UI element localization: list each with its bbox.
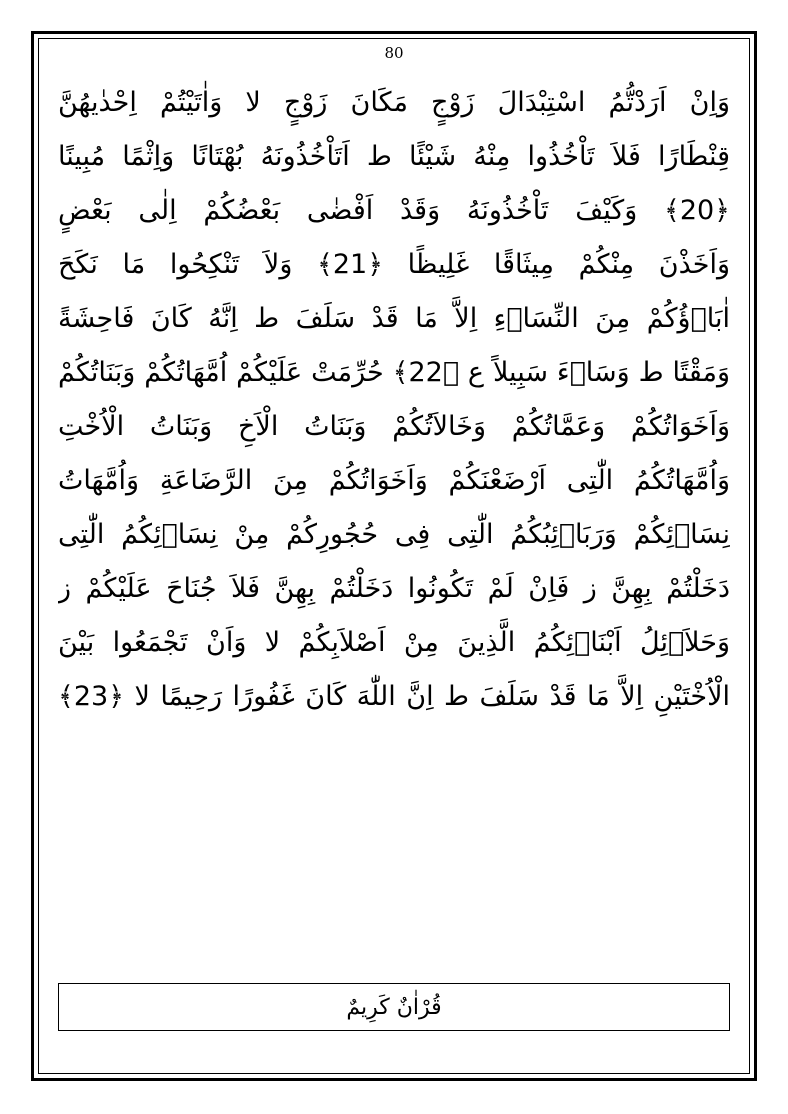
verse-line: نِسَاۤئِكُمْ وَرَبَاۤئِبُكُمُ الّٰتِى فِى حُجُورِكُمْ مِنْ نِسَاۤئِكُمُ الّٰتِى [58, 519, 730, 550]
footer-title: قُرْاٰنٌ كَرِيمٌ [346, 994, 442, 1020]
verse-line: وَاِنْ اَرَدْتُّمُ اسْتِبْدَالَ زَوْجٍ مَكَانَ زَوْجٍ لا وَاٰتَيْتُمْ اِحْدٰيهُنَّ [58, 87, 730, 118]
verse-line: الْاُخْتَيْنِ اِلاَّ مَا قَدْ سَلَفَ ط اِنَّ اللّٰهَ كَانَ غَفُورًا رَحِيمًا لا ﴿23﴾ [58, 681, 730, 712]
verse-line: وَمَقْتًا ط وَسَاۤءَ سَبِيلاً ع ﴿22﴾ حُرِّمَتْ عَلَيْكُمْ اُمَّهَاتُكُمْ وَبَنَاتُكُمْ [58, 357, 730, 388]
footer-title-box [58, 983, 730, 1031]
verse-line: وَحَلاَۤئِلُ اَبْنَاۤئِكُمُ الَّذِينَ مِنْ اَصْلاَبِكُمْ لا وَاَنْ تَجْمَعُوا بَيْنَ [58, 627, 730, 658]
verse-line: وَاَخَذْنَ مِنْكُمْ مِيثَاقًا غَلِيظًا ﴿21﴾ وَلاَ تَنْكِحُوا مَا نَكَحَ [58, 249, 730, 280]
verse-line: دَخَلْتُمْ بِهِنَّ ز فَاِنْ لَمْ تَكُونُوا دَخَلْتُمْ بِهِنَّ فَلاَ جُنَاحَ عَلَيْكُمْ ز [58, 573, 730, 604]
verse-line: وَاُمَّهَاتُكُمُ الّٰتِى اَرْضَعْنَكُمْ وَاَخَوَاتُكُمْ مِنَ الرَّضَاعَةِ وَاُمَّهَاتُ [58, 465, 730, 496]
verse-line: اٰبَاۤؤُكُمْ مِنَ النِّسَاۤءِ اِلاَّ مَا قَدْ سَلَفَ ط اِنَّهُ كَانَ فَاحِشَةً [58, 303, 730, 334]
page-number: 80 [384, 44, 404, 62]
verse-line: قِنْطَارًا فَلاَ تَاْخُذُوا مِنْهُ شَيْئًا ط اَتَاْخُذُونَهُ بُهْتَانًا وَاِثْمًا مُبِينًا [58, 141, 730, 172]
verse-text-block [58, 76, 730, 724]
verse-line: وَاَخَوَاتُكُمْ وَعَمَّاتُكُمْ وَخَالاَتُكُمْ وَبَنَاتُ الْاَخِ وَبَنَاتُ الْاُخْتِ [58, 411, 730, 442]
verse-line: ﴿20﴾ وَكَيْفَ تَاْخُذُونَهُ وَقَدْ اَفْضٰى بَعْضُكُمْ اِلٰى بَعْضٍ [58, 195, 730, 226]
